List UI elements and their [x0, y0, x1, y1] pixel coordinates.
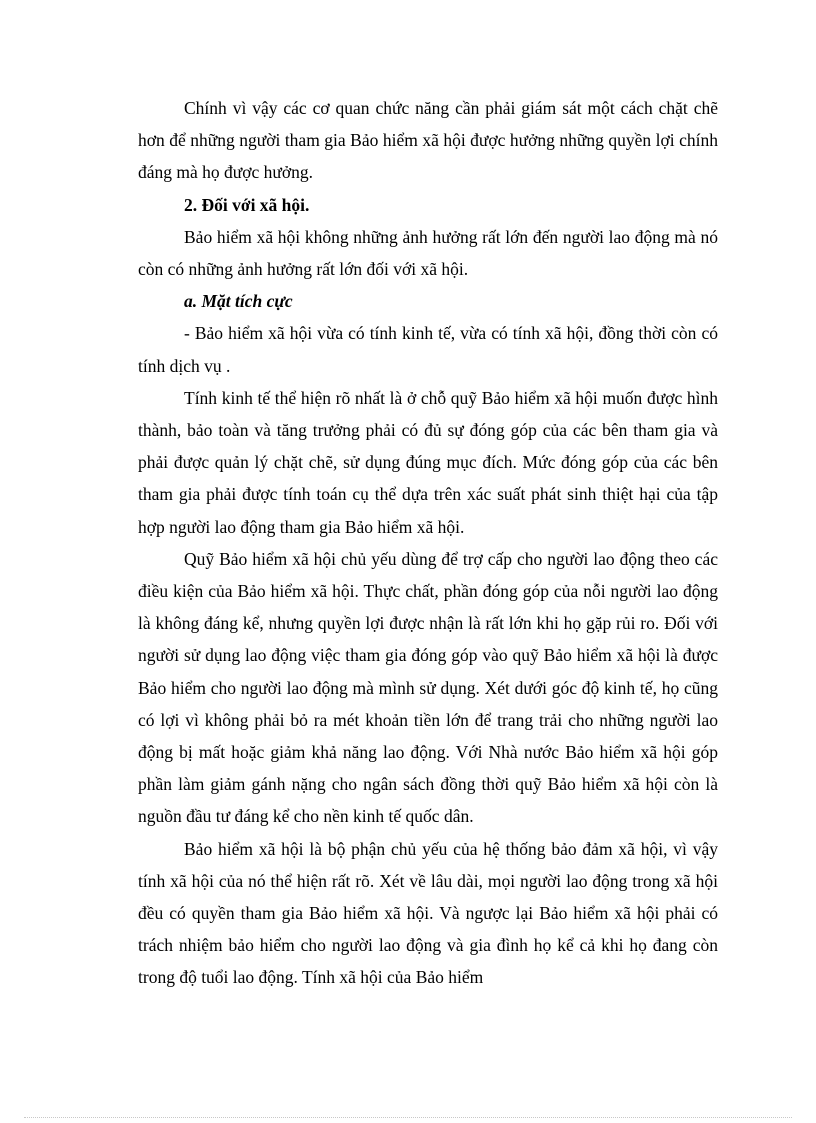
paragraph-impact: Bảo hiểm xã hội không những ảnh hưởng rất lớn đến người lao động mà nó còn có những ảnh hưởng rất lớn đối với xã hội. [138, 226, 718, 280]
document-body [138, 92, 718, 994]
page-bottom-rule [24, 1117, 792, 1118]
paragraph-economic: Tính kinh tế thể hiện rõ nhất là ở chỗ quỹ Bảo hiểm xã hội muốn được hình thành, bảo toàn và tăng trưởng phải có đủ sự đóng góp của các bên tham gia và phải được quản lý chặt chẽ, sử dụng đúng mục đích. Mức đóng góp của các bên tham gia phải được tính toán cụ thể dựa trên xác suất phát sinh thiệt hại của tập hợp người lao động tham gia Bảo hiểm xã hội. [138, 387, 718, 537]
paragraph-intro: Chính vì vậy các cơ quan chức năng cần phải giám sát một cách chặt chẽ hơn để những người tham gia Bảo hiểm xã hội được hưởng những quyền lợi chính đáng mà họ được hưởng. [138, 98, 718, 183]
paragraph-social: Bảo hiểm xã hội là bộ phận chủ yếu của hệ thống bảo đảm xã hội, vì vậy tính xã hội của nó thể hiện rất rõ. Xét về lâu dài, mọi người lao động trong xã hội đều có quyền tham gia Bảo hiểm xã hội. Và ngược lại Bảo hiểm xã hội phải có trách nhiệm bảo hiểm cho người lao động và gia đình họ kể cả khi họ đang còn trong độ tuổi lao động. Tính xã hội của Bảo hiểm [138, 838, 718, 988]
paragraph-fund: Quỹ Bảo hiểm xã hội chủ yếu dùng để trợ cấp cho người lao động theo các điều kiện của Bảo hiểm xã hội. Thực chất, phần đóng góp của nỗi người lao động là không đáng kể, nhưng quyền lợi được nhận là rất lớn khi họ gặp rủi ro. Đối với người sử dụng lao động việc tham gia đóng góp vào quỹ Bảo hiểm xã hội là được Bảo hiểm cho người lao động mà mình sử dụng. Xét dưới góc độ kinh tế, họ cũng có lợi vì không phải bỏ ra mét khoản tiền lớn để trang trải cho những người lao động bị mất hoặc giảm khả năng lao động. Với Nhà nước Bảo hiểm xã hội góp phần làm giảm gánh nặng cho ngân sách đồng thời quỹ Bảo hiểm xã hội còn là nguồn đầu tư đáng kể cho nền kinh tế quốc dân. [138, 548, 718, 827]
subsection-heading: a. Mặt tích cực [184, 291, 293, 312]
paragraph-bullet: - Bảo hiểm xã hội vừa có tính kinh tế, vừa có tính xã hội, đồng thời còn có tính dịch vụ . [138, 323, 718, 376]
section-heading: 2. Đối với xã hội. [184, 194, 310, 215]
